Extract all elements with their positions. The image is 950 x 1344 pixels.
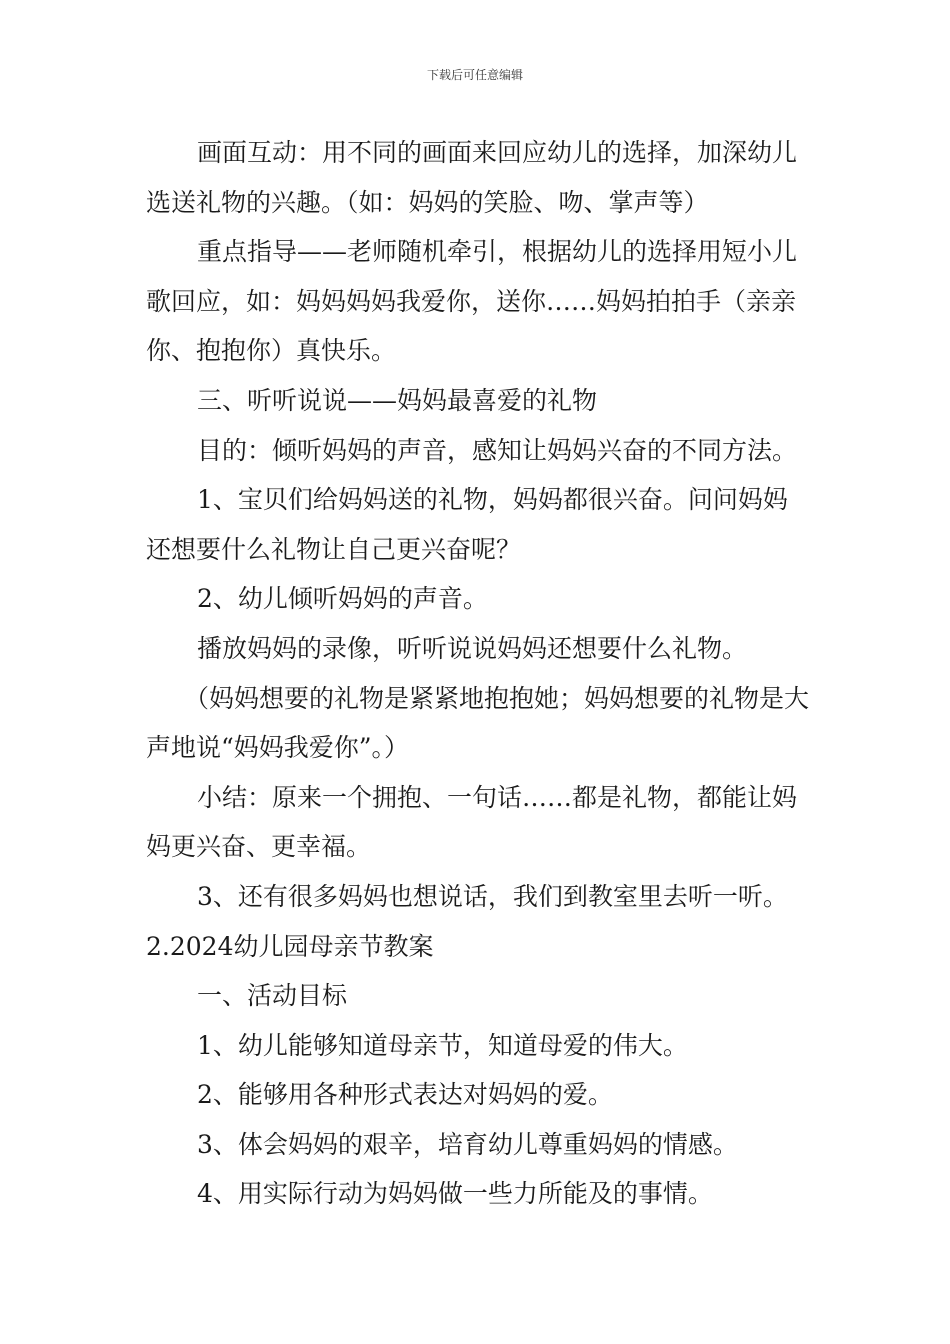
list-item-1: 1、宝贝们给妈妈送的礼物，妈妈都很兴奋。问问妈妈还想要什么礼物让自己更兴奋呢？ bbox=[146, 485, 788, 564]
goal-item-4: 4、用实际行动为妈妈做一些力所能及的事情。 bbox=[197, 1179, 713, 1209]
paragraph-key-guidance: 重点指导——老师随机牵引，根据幼儿的选择用短小儿歌回应，如：妈妈妈妈我爱你，送你……妈妈拍拍手（亲亲你、抱抱你）真快乐。 bbox=[146, 237, 798, 366]
section-heading-listen-and-speak: 三、听听说说——妈妈最喜爱的礼物 bbox=[197, 385, 598, 415]
paragraph-summary: 小结：原来一个拥抱、一句话……都是礼物，都能让妈妈更兴奋、更幸福。 bbox=[146, 782, 798, 862]
paragraph-mom-wishes: （妈妈想要的礼物是紧紧地抱抱她；妈妈想要的礼物是大声地说“妈妈我爱你”。） bbox=[146, 683, 810, 763]
paragraph-purpose: 目的：倾听妈妈的声音，感知让妈妈兴奋的不同方法。 bbox=[197, 435, 798, 465]
goal-item-1: 1、幼儿能够知道母亲节，知道母爱的伟大。 bbox=[197, 1030, 688, 1060]
list-item-3: 3、还有很多妈妈也想说话，我们到教室里去听一听。 bbox=[197, 881, 788, 911]
paragraph-screen-interaction: 画面互动：用不同的画面来回应幼儿的选择，加深幼儿选送礼物的兴趣。（如：妈妈的笑脸、吻、掌声等） bbox=[146, 138, 798, 217]
page-header: 下载后可任意编辑 bbox=[426, 68, 523, 82]
section-heading-activity-goals: 一、活动目标 bbox=[197, 981, 348, 1011]
document-body bbox=[146, 128, 811, 1219]
paragraph-play-video: 播放妈妈的录像，听听说说妈妈还想要什么礼物。 bbox=[197, 633, 748, 663]
list-item-2: 2、幼儿倾听妈妈的声音。 bbox=[197, 584, 488, 614]
goal-item-3: 3、体会妈妈的艰辛，培育幼儿尊重妈妈的情感。 bbox=[197, 1129, 738, 1159]
document-section-title: 2.2024幼儿园母亲节教案 bbox=[146, 931, 434, 961]
goal-item-2: 2、能够用各种形式表达对妈妈的爱。 bbox=[197, 1080, 613, 1110]
